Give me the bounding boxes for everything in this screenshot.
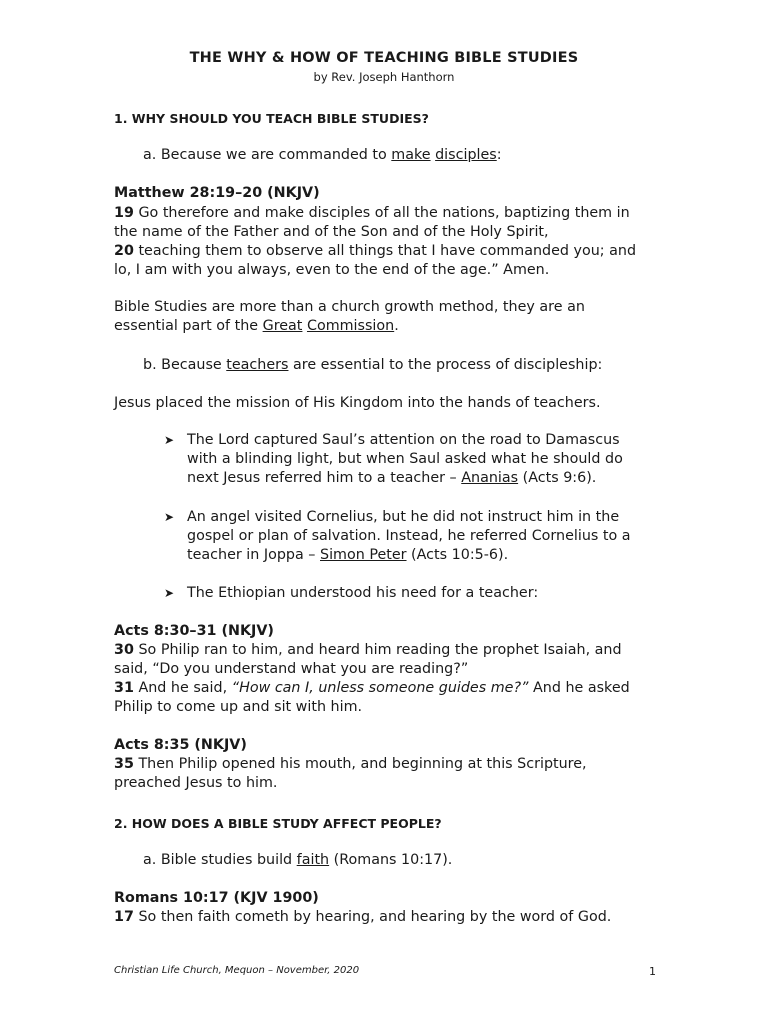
bullet-cornelius-line-3: teacher in Joppa – Simon Peter (Acts 10:5-6). bbox=[187, 547, 509, 563]
bullet-cornelius-line-1: An angel visited Cornelius, but he did not instruct him in the bbox=[187, 509, 620, 525]
arrowhead-bullet-icon: ➤ bbox=[164, 586, 175, 600]
acts-verse-30-line-2: said, “Do you understand what you are reading?” bbox=[114, 661, 469, 677]
document-byline: by Rev. Joseph Hanthorn bbox=[313, 70, 455, 84]
bullet-ethiopian-line-1: The Ethiopian understood his need for a teacher: bbox=[187, 585, 539, 601]
underlined-great: Great bbox=[262, 318, 303, 334]
matthew-verse-19-line-1: 19 Go therefore and make disciples of all the nations, baptizing them in bbox=[114, 205, 630, 221]
commission-line-1: Bible Studies are more than a church growth method, they are an bbox=[114, 299, 585, 315]
acts-verse-31-line-2: Philip to come up and sit with him. bbox=[114, 699, 363, 715]
bullet-saul-line-2: with a blinding light, but when Saul asked what he should do bbox=[187, 451, 623, 467]
acts-verse-35-line-2: preached Jesus to him. bbox=[114, 775, 278, 791]
acts-verse-31-line-1: 31 And he said, “How can I, unless someone guides me?” And he asked bbox=[114, 680, 630, 696]
arrowhead-bullet-icon: ➤ bbox=[164, 433, 175, 447]
commission-line-2: essential part of the Great Commission. bbox=[114, 318, 399, 334]
romans-reference: Romans 10:17 (KJV 1900) bbox=[114, 890, 319, 906]
jesus-teachers-line: Jesus placed the mission of His Kingdom into the hands of teachers. bbox=[114, 395, 601, 411]
section-2-heading: 2. HOW DOES A BIBLE STUDY AFFECT PEOPLE? bbox=[114, 816, 442, 831]
page-number: 1 bbox=[649, 965, 656, 978]
acts-verse-35-line-1: 35 Then Philip opened his mouth, and beginning at this Scripture, bbox=[114, 756, 587, 772]
matthew-verse-20-line-1: 20 teaching them to observe all things that I have commanded you; and bbox=[114, 243, 637, 259]
underlined-commission: Commission bbox=[306, 318, 395, 334]
section-1-heading: 1. WHY SHOULD YOU TEACH BIBLE STUDIES? bbox=[114, 111, 429, 126]
underlined-make: make bbox=[391, 147, 431, 163]
acts-8-30-reference: Acts 8:30–31 (NKJV) bbox=[114, 623, 274, 639]
bullet-saul-line-1: The Lord captured Saul’s attention on the road to Damascus bbox=[187, 432, 620, 448]
document-title: THE WHY & HOW OF TEACHING BIBLE STUDIES bbox=[189, 50, 579, 66]
underlined-teachers: teachers bbox=[226, 357, 289, 373]
underlined-simon-peter: Simon Peter bbox=[320, 547, 407, 563]
matthew-verse-20-line-2: lo, I am with you always, even to the end of the age.” Amen. bbox=[114, 262, 550, 278]
acts-verse-30-line-1: 30 So Philip ran to him, and heard him reading the prophet Isaiah, and bbox=[114, 642, 622, 658]
underlined-disciples: disciples bbox=[435, 147, 497, 163]
arrowhead-bullet-icon: ➤ bbox=[164, 510, 175, 524]
bullet-saul-line-3: next Jesus referred him to a teacher – Ananias (Acts 9:6). bbox=[187, 470, 597, 486]
page-footer: Christian Life Church, Mequon – November, 2020 bbox=[114, 965, 360, 976]
acts-8-35-reference: Acts 8:35 (NKJV) bbox=[114, 737, 247, 753]
romans-verse-17: 17 So then faith cometh by hearing, and hearing by the word of God. bbox=[114, 909, 612, 925]
underlined-faith: faith bbox=[296, 852, 330, 868]
italic-quote: “How can I, unless someone guides me?” bbox=[231, 680, 529, 696]
point-2a: a. Bible studies build faith (Romans 10:17). bbox=[143, 852, 453, 868]
bullet-cornelius-line-2: gospel or plan of salvation. Instead, he referred Cornelius to a bbox=[187, 528, 631, 544]
underlined-ananias: Ananias bbox=[461, 470, 519, 486]
matthew-reference: Matthew 28:19–20 (NKJV) bbox=[114, 185, 320, 201]
point-1b: b. Because teachers are essential to the process of discipleship: bbox=[143, 357, 603, 373]
matthew-verse-19-line-2: the name of the Father and of the Son and of the Holy Spirit, bbox=[114, 224, 549, 240]
point-1a: a. Because we are commanded to make disciples: bbox=[143, 147, 502, 163]
